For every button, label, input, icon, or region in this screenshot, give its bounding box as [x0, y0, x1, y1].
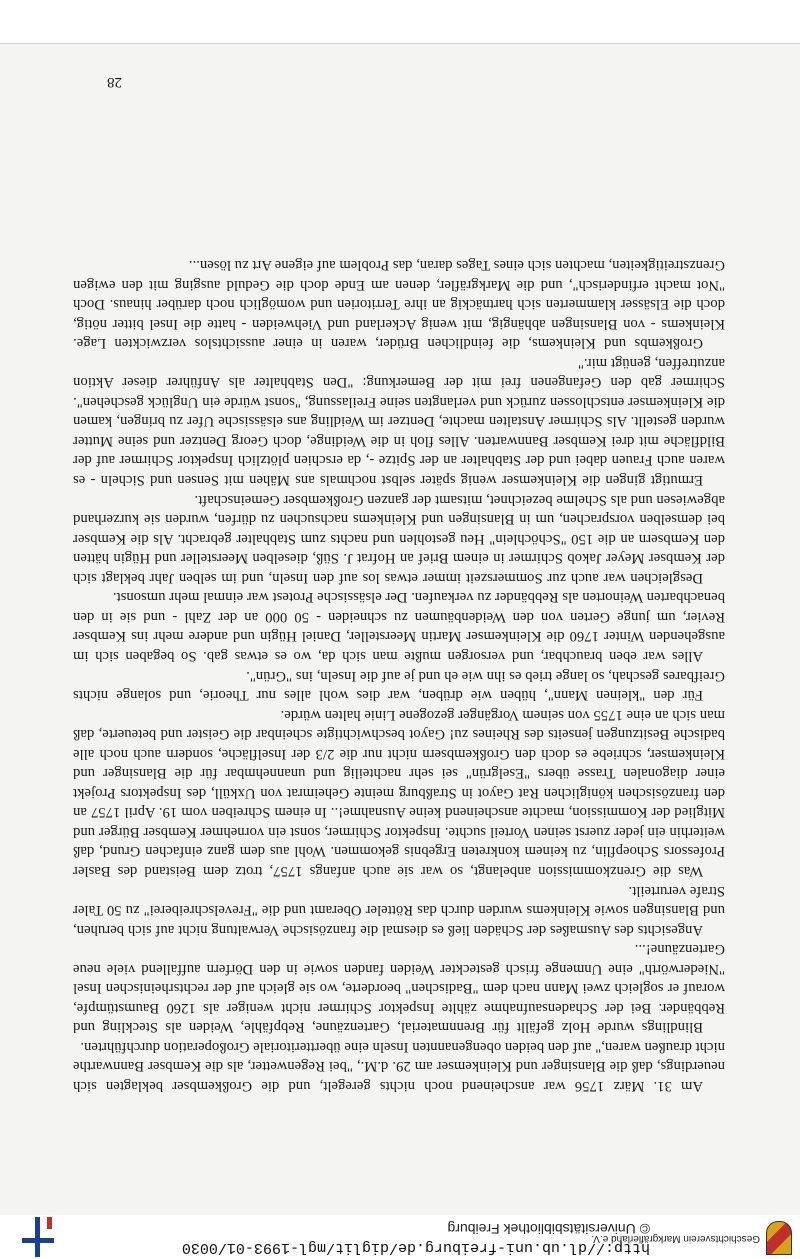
page-body	[73, 254, 725, 1095]
paragraph: Angesichts des Ausmaßes der Schäden ließ es diesmal die französische Verwaltung nicht auf sich beruhen, und Blansingen sowie Kleinkems wurden durch das Rötteler Oberamt und die "Frevelschreiberei" zu 50 Taler Strafe verurteilt.	[73, 882, 725, 938]
paragraph: Großkembs und Kleinkems, die feindlichen Brüder, waren in einer aussichtslos verzwickten Lage. Kleinkems - von Blansingen abhängig, mit wenig Ackerland und Viehweiden - hatte die Insel bitter nötig, doch die Elsässer klammerten sich hartnäckig an ihre Territorien und womöglich noch darüber hinaus. Doch "Not macht erfinderisch", und die Markgräfler, denen am Ende doch die Geduld ausging mit den ewigen Grenzstreitigkeiten, machten sich eines Tages daran, das Problem auf eigene Art zu lösen...	[73, 257, 725, 352]
university-logo-icon	[18, 1217, 58, 1257]
paragraph: Am 31. März 1756 war anscheinend noch nichts geregelt, und die Großkembser beklagten sich neuerdings, daß die Blansinger und Kleinkemser am 29. d.M., "bei Regenwetter, als die Kembser Bannwarthe nicht draußen waren," auf den beiden obengenannten Inseln eine übertteritoriale Großoperation durchführten.	[73, 1038, 725, 1094]
paragraph: Blindlings wurde Holz gefällt für Brennmaterial, Gartenzäune, Rebpfähle, Weiden als Steckling und Rebbänder. Bei der Schadensaufnahme zählte Inspektor Schirmer nicht weniger als 1260 Baumstümpfe, worauf er sogleich zwei Mann nach dem "Badischen" beorderte, wo sie gleich auf der rechtsrheinischen Insel "Niederwörth" eine Unmenge frisch gesteckter Weiden fanden sowie in den Dörfern auffallend viele neue Gartenzäune!...	[73, 941, 725, 1036]
paragraph: Desgleichen war auch zur Sommerszeit immer etwas los auf den Inseln, und im selben Jahr beklagt sich der Kembser Meyer Jakob Schirmer in einem Brief an Hofrat J. Süß, dieselben Meersteller und Hügin hätten den Kembsern an die 150 "Schöchlein" Heu gestohlen und nachts zum Stabhalter gebracht. Als die Kembser bei demselben vorsprachen, um in Blansingen und Kleinkems nachsuchen zu dürfen, wurden sie kurzerhand abgewiesen und als Schelme bezeichnet, mitsamt der ganzen Großkembser Gemeinschaft.	[73, 491, 725, 586]
society-name: Geschichtsverein Markgräflerland e.V.	[591, 1233, 760, 1244]
page-number: 28	[107, 74, 122, 90]
paragraph: Alles war eben brauchbar, und versorgen mußte man sich da, wo es etwas gab. So begaben sich im ausgehenden Winter 1760 die Kleinkemser Martin Meersteller, Daniel Hügin und andere mehr ins Kembser Revier, um junge Gerten von den Weidenbäumen zu schneiden - 50 000 an der Zahl - und sie in den benachbarten Weinorten als Rebbänder zu verkaufen. Der elsässische Protest war einmal mehr umsonst.	[73, 589, 725, 664]
paragraph: Ermutigt gingen die Kleinkemser wenig später selbst nochmals ans Mähen mit Sensen und Sicheln - es waren auch Frauen dabei und der Stabhalter an der Spitze -, da erschien plötzlich Inspektor Schirmer auf der Bildfläche mit drei Kembser Bannwarten. Alles floh in die Weidinge, doch Georg Dentzer und seine Mutter wurden gestellt. Als Schirmer Anstalten machte, Dentzer im Weidling ans elsässische Ufer zu bringen, kamen die Kleinkemser entschlossen zurück und verlangten seine Freilassung, "sonst würde ein Unglück geschehen". Schirmer gab den Gefangenen frei mit der Bemerkung: "Den Stabhalter als Anführer dieser Aktion anzutreffen, genügt mir."	[73, 354, 725, 489]
paragraph: Was die Grenzkommission anbelangt, so war sie auch anfangs 1757, trotz dem Beistand des Basler Professors Schoepflin, zu keinem konkreten Ergebnis gekommen. Wohl aus dem ganz einfachen Grund, daß weiterhin ein jeder zuerst seinen Vorteil suchte. Inspektor Schirmer, sonst ein vornehmer Kembser Bürger und Mitglied der Kommission, machte anscheinend keine Ausnahme!.. In einem Schreiben vom 19. April 1757 an den französischen königlichen Rat Gayot in Straßburg meinte Geheimrat von Uxküll, des Inspektors Projekt einer diagonalen Trasse übers "Eselgrün" sei sehr nachteilig und unannehmbar für die Blansinger und Kleinkemser, schriebe es doch den Großkembsern nicht nur die 2/3 der Inselfläche, sondern auch noch alle badische Besitzungen jenseits des Rheines zu! Gayot beschwichtigte scheinbar die Geister und beteuerte, daß man sich an eine 1755 von seinem Vorgänger gezogene Linie halten würde.	[73, 706, 725, 879]
coat-of-arms-icon	[766, 1221, 792, 1255]
library-credit: © Universitätsbibliothek Freiburg	[447, 1221, 650, 1237]
paragraph: Für den "kleinen Mann", hüben wie drüben, war dies wohl alles nur Theorie, und solange nichts Greifbares geschah, so lange trieb es ihn wie eh und je auf die Inseln, ins "Grün".	[73, 667, 725, 704]
document-url[interactable]: http://dl.ub.uni-freiburg.de/diglit/mgl-1993-01/0030	[181, 1239, 650, 1256]
header-banner	[0, 1214, 800, 1259]
footer-banner	[0, 0, 800, 44]
scanned-page	[0, 44, 800, 1215]
